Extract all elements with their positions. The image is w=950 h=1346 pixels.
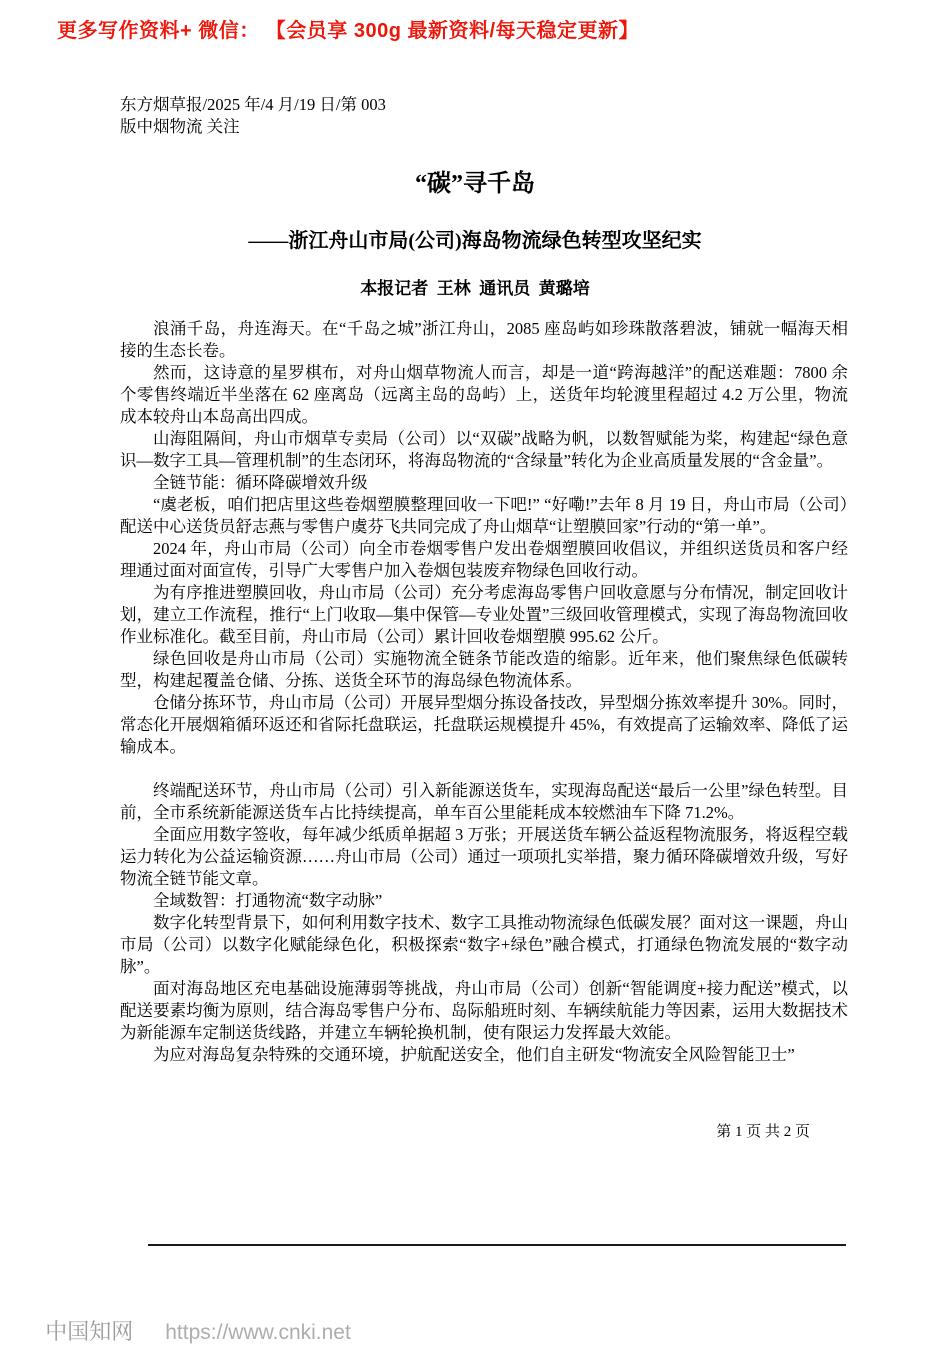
footer-divider xyxy=(148,1244,846,1246)
section-heading: 全链节能：循环降碳增效升级 xyxy=(153,473,368,492)
article-byline: 本报记者 王林 通讯员 黄璐培 xyxy=(360,279,590,298)
article-paragraph: 面对海岛地区充电基础设施薄弱等挑战，舟山市局（公司）创新“智能调度+接力配送”模式，以配送要素均衡为原则，结合海岛零售户分布、岛际船班时刻、车辆续航能力等因素，运用大数据技术为新能源车定制送货线路，并建立车辆轮换机制，使有限运力发挥最大效能。 xyxy=(120,979,848,1042)
article-title: “碳”寻千岛 xyxy=(415,171,535,197)
article-body xyxy=(120,318,848,1066)
watermark xyxy=(33,1289,351,1346)
article-paragraph: 浪涌千岛，舟连海天。在“千岛之城”浙江舟山，2085 座岛屿如珍珠散落碧波，铺就一幅海天相接的生态长卷。 xyxy=(120,319,848,360)
article-paragraph: 为有序推进塑膜回收，舟山市局（公司）充分考虑海岛零售户回收意愿与分布情况，制定回收计划，建立工作流程，推行“上门收取—集中保管—专业处置”三级回收管理模式，实现了海岛物流回收作业标准化。截至目前，舟山市局（公司）累计回收卷烟塑膜 995.62 公斤。 xyxy=(120,583,848,646)
article-paragraph: 2024 年，舟山市局（公司）向全市卷烟零售户发出卷烟塑膜回收倡议，并组织送货员和客户经理通过面对面宣传，引导广大零售户加入卷烟包装废弃物绿色回收行动。 xyxy=(120,539,848,580)
page-indicator: 第 1 页 共 2 页 xyxy=(716,1124,810,1140)
cnki-url: https://www.cnki.net xyxy=(165,1321,351,1344)
section-heading: 全域数智：打通物流“数字动脉” xyxy=(153,891,383,910)
article-paragraph: 然而，这诗意的星罗棋布，对舟山烟草物流人而言，却是一道“跨海越洋”的配送难题：7800 余个零售终端近半坐落在 62 座离岛（远离主岛的岛屿）上，送货年均轮渡里程超过 4.2 万公里，物流成本较舟山本岛高出四成。 xyxy=(120,363,848,426)
article-paragraph: “虞老板，咱们把店里这些卷烟塑膜整理回收一下吧!” “好嘞!”去年 8 月 19 日，舟山市局（公司）配送中心送货员舒志燕与零售户虞芬飞共同完成了舟山烟草“让塑膜回家”行动的“第一单”。 xyxy=(120,495,848,536)
promo-banner: 更多写作资料+ 微信： 【会员享 300g 最新资料/每天稳定更新】 xyxy=(57,20,640,42)
cnki-brand-text: 中国知网 xyxy=(45,1319,134,1344)
article-paragraph: 为应对海岛复杂特殊的交通环境，护航配送安全，他们自主研发“物流安全风险智能卫士” xyxy=(153,1045,795,1064)
article-paragraph: 全面应用数字签收，每年减少纸质单据超 3 万张；开展送货车辆公益返程物流服务，将返程空载运力转化为公益运输资源……舟山市局（公司）通过一项项扎实举措，聚力循环降碳增效升级，写好物流全链节能文章。 xyxy=(120,825,848,888)
article-subtitle: ——浙江舟山市局(公司)海岛物流绿色转型攻坚纪实 xyxy=(248,230,702,252)
article-paragraph: 绿色回收是舟山市局（公司）实施物流全链条节能改造的缩影。近年来，他们聚焦绿色低碳转型，构建起覆盖仓储、分拣、送货全环节的海岛绿色物流体系。 xyxy=(120,649,848,690)
article-paragraph: 数字化转型背景下，如何利用数字技术、数字工具推动物流绿色低碳发展？面对这一课题，舟山市局（公司）以数字化赋能绿色化，积极探索“数字+绿色”融合模式，打通绿色物流发展的“数字动脉”。 xyxy=(120,913,848,976)
source-info xyxy=(120,94,386,138)
source-line-2: 版中烟物流 关注 xyxy=(120,117,240,136)
article-paragraph: 仓储分拣环节，舟山市局（公司）开展异型烟分拣设备技改，异型烟分拣效率提升 30%。同时，常态化开展烟箱循环返还和省际托盘联运，托盘联运规模提升 45%，有效提高了运输效率、降低了运输成本。 xyxy=(120,693,848,756)
article-paragraph: 终端配送环节，舟山市局（公司）引入新能源送货车，实现海岛配送“最后一公里”绿色转型。目前，全市系统新能源送货车占比持续提高，单车百公里能耗成本较燃油车下降 71.2%。 xyxy=(120,781,848,822)
article-paragraph: 山海阻隔间，舟山市烟草专卖局（公司）以“双碳”战略为帆，以数智赋能为桨，构建起“绿色意识—数字工具—管理机制”的生态闭环，将海岛物流的“含绿量”转化为企业高质量发展的“含金量”。 xyxy=(120,429,848,470)
source-line-1: 东方烟草报/2025 年/4 月/19 日/第 003 xyxy=(120,95,386,114)
